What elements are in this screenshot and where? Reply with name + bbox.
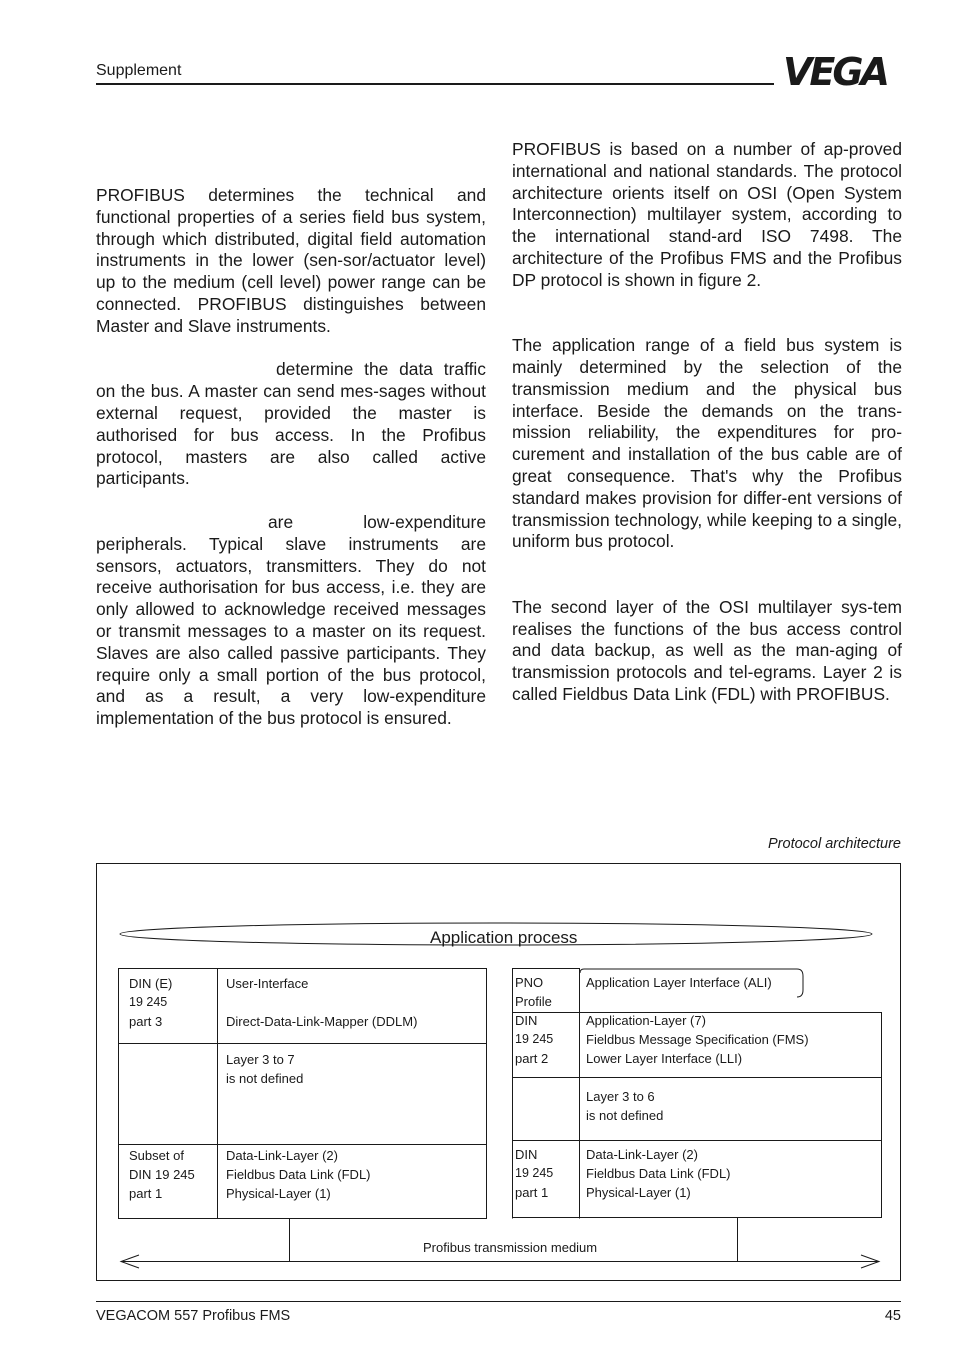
right-row1-layers: [586, 1011, 809, 1068]
left-row3-standard: [129, 1146, 195, 1203]
std-line: DIN 19 245: [129, 1167, 195, 1182]
std-line: PNO: [515, 975, 544, 990]
left-row3-layers: [226, 1146, 371, 1203]
std-line: part 3: [129, 1014, 163, 1029]
transmission-paragraph: The application range of a field bus system is mainly determined by the selection of the transmission medium and the physical bus interface. Beside the demands on the trans-mission reliability, the expenditures for pro-curement and installation of the bus cable are of great consequence. That's why the Profibus standard makes provision for differ-ent versions of transmission technology, while keeping to a single, uniform bus protocol.: [512, 335, 902, 552]
standards-paragraph: PROFIBUS is based on a number of ap-proved international and national standards. The protocol architecture orients itself on OSI (Open System Interconnection) multilayer system, according to the international stand-ard ISO 7498. The architecture of the Profibus FMS and the Profibus DP protocol is shown in figure 2.: [512, 139, 902, 290]
std-line: DIN: [515, 1147, 538, 1162]
application-process-label: Application process: [430, 928, 578, 947]
layer-line: is not defined: [226, 1071, 304, 1086]
ddlm-label: Direct-Data-Link-Mapper (DDLM): [226, 1014, 418, 1029]
layer-line: Application-Layer (7): [586, 1013, 706, 1028]
right-row3-layers: [586, 1145, 731, 1202]
std-line: part 2: [515, 1051, 549, 1066]
layer-line: Layer 3 to 7: [226, 1052, 295, 1067]
header-rule: [96, 83, 774, 85]
right-row2-layers: [586, 1087, 663, 1125]
left-column: [96, 185, 486, 730]
layer-line: Fieldbus Message Specification (FMS): [586, 1032, 809, 1047]
section-label: Supplement: [96, 62, 182, 79]
right-protocol-stack: [512, 968, 882, 1219]
layer2-paragraph: The second layer of the OSI multilayer sys-tem realises the functions of the bus access control and data backup, as well as the man-aging of transmission protocols and tel-egrams. Layer 2 is called Fieldbus Data Link (FDL) with PROFIBUS.: [512, 596, 902, 704]
master-paragraph: [96, 359, 486, 490]
slave-paragraph: [96, 512, 486, 730]
std-line: Profile: [515, 994, 552, 1009]
layer-line: Layer 3 to 6: [586, 1089, 655, 1104]
left-stack-divider: [217, 969, 218, 1218]
figure-caption: Protocol architecture: [768, 836, 901, 852]
intro-paragraph: PROFIBUS determines the technical and functional properties of a series field bus system, through which distributed, digital field automation instruments in the lower (sen-sor/actuator level) up to the medium (cell level) power range can be connected. PROFIBUS distinguishes between Master and Slave instruments.: [96, 185, 486, 336]
slave-text: are low-expenditure peripherals. Typical slave instruments are sensors, actuators, transmitters. They do not receive authorisation for bus access, i.e. they are only allowed to acknowledge received messages or transmit messages to a master on its request. Slaves are also called passive participants. They require only a small portion of the bus protocol, and as a result, a very low-expenditure implementation of the bus protocol is ensured.: [96, 511, 486, 729]
layer-line: Lower Layer Interface (LLI): [586, 1051, 743, 1066]
transmission-medium-label: Profibus transmission medium: [423, 1240, 598, 1255]
right-row3-standard: [515, 1145, 553, 1202]
layer-line: is not defined: [586, 1108, 664, 1123]
left-protocol-stack: [118, 968, 487, 1219]
left-stack-row-line: [119, 1144, 486, 1145]
layer-line: Data-Link-Layer (2): [586, 1147, 698, 1162]
right-row1-standard: [515, 1011, 553, 1068]
vega-logo: [781, 50, 903, 90]
std-line: 19 245: [515, 1166, 554, 1180]
ali-label: Application Layer Interface (ALI): [586, 975, 772, 990]
protocol-architecture-figure: [96, 863, 901, 1281]
right-row0-standard: [515, 973, 552, 1011]
left-stack-row-line: [119, 1043, 486, 1044]
layer-line: Physical-Layer (1): [586, 1185, 691, 1200]
layer-line: Fieldbus Data Link (FDL): [586, 1166, 731, 1181]
std-line: part 1: [129, 1186, 163, 1201]
left-row1-layers: [226, 974, 417, 1031]
left-row1-standard: [129, 974, 172, 1031]
master-text: determine the data traffic on the bus. A master can send mes-sages without external request, provided the master is authorised for bus access. In the Profibus protocol, masters are also called active participants.: [96, 359, 486, 489]
logo-text: VEGA: [783, 50, 887, 90]
footer-rule: [96, 1301, 901, 1302]
std-line: DIN: [515, 1013, 538, 1028]
std-line: part 1: [515, 1185, 549, 1200]
left-row2-layers: [226, 1050, 303, 1088]
layer-line: Physical-Layer (1): [226, 1186, 331, 1201]
layer-line: Data-Link-Layer (2): [226, 1148, 338, 1163]
std-line: DIN (E): [129, 976, 173, 991]
layer-line: Fieldbus Data Link (FDL): [226, 1167, 371, 1182]
std-line: Subset of: [129, 1148, 184, 1163]
std-line: 19 245: [515, 1032, 554, 1046]
page-number: 45: [884, 1308, 901, 1324]
right-column: [512, 139, 902, 706]
std-line: 19 245: [129, 995, 168, 1009]
footer-title: VEGACOM 557 Profibus FMS: [96, 1308, 291, 1324]
user-interface-label: User-Interface: [226, 976, 309, 991]
